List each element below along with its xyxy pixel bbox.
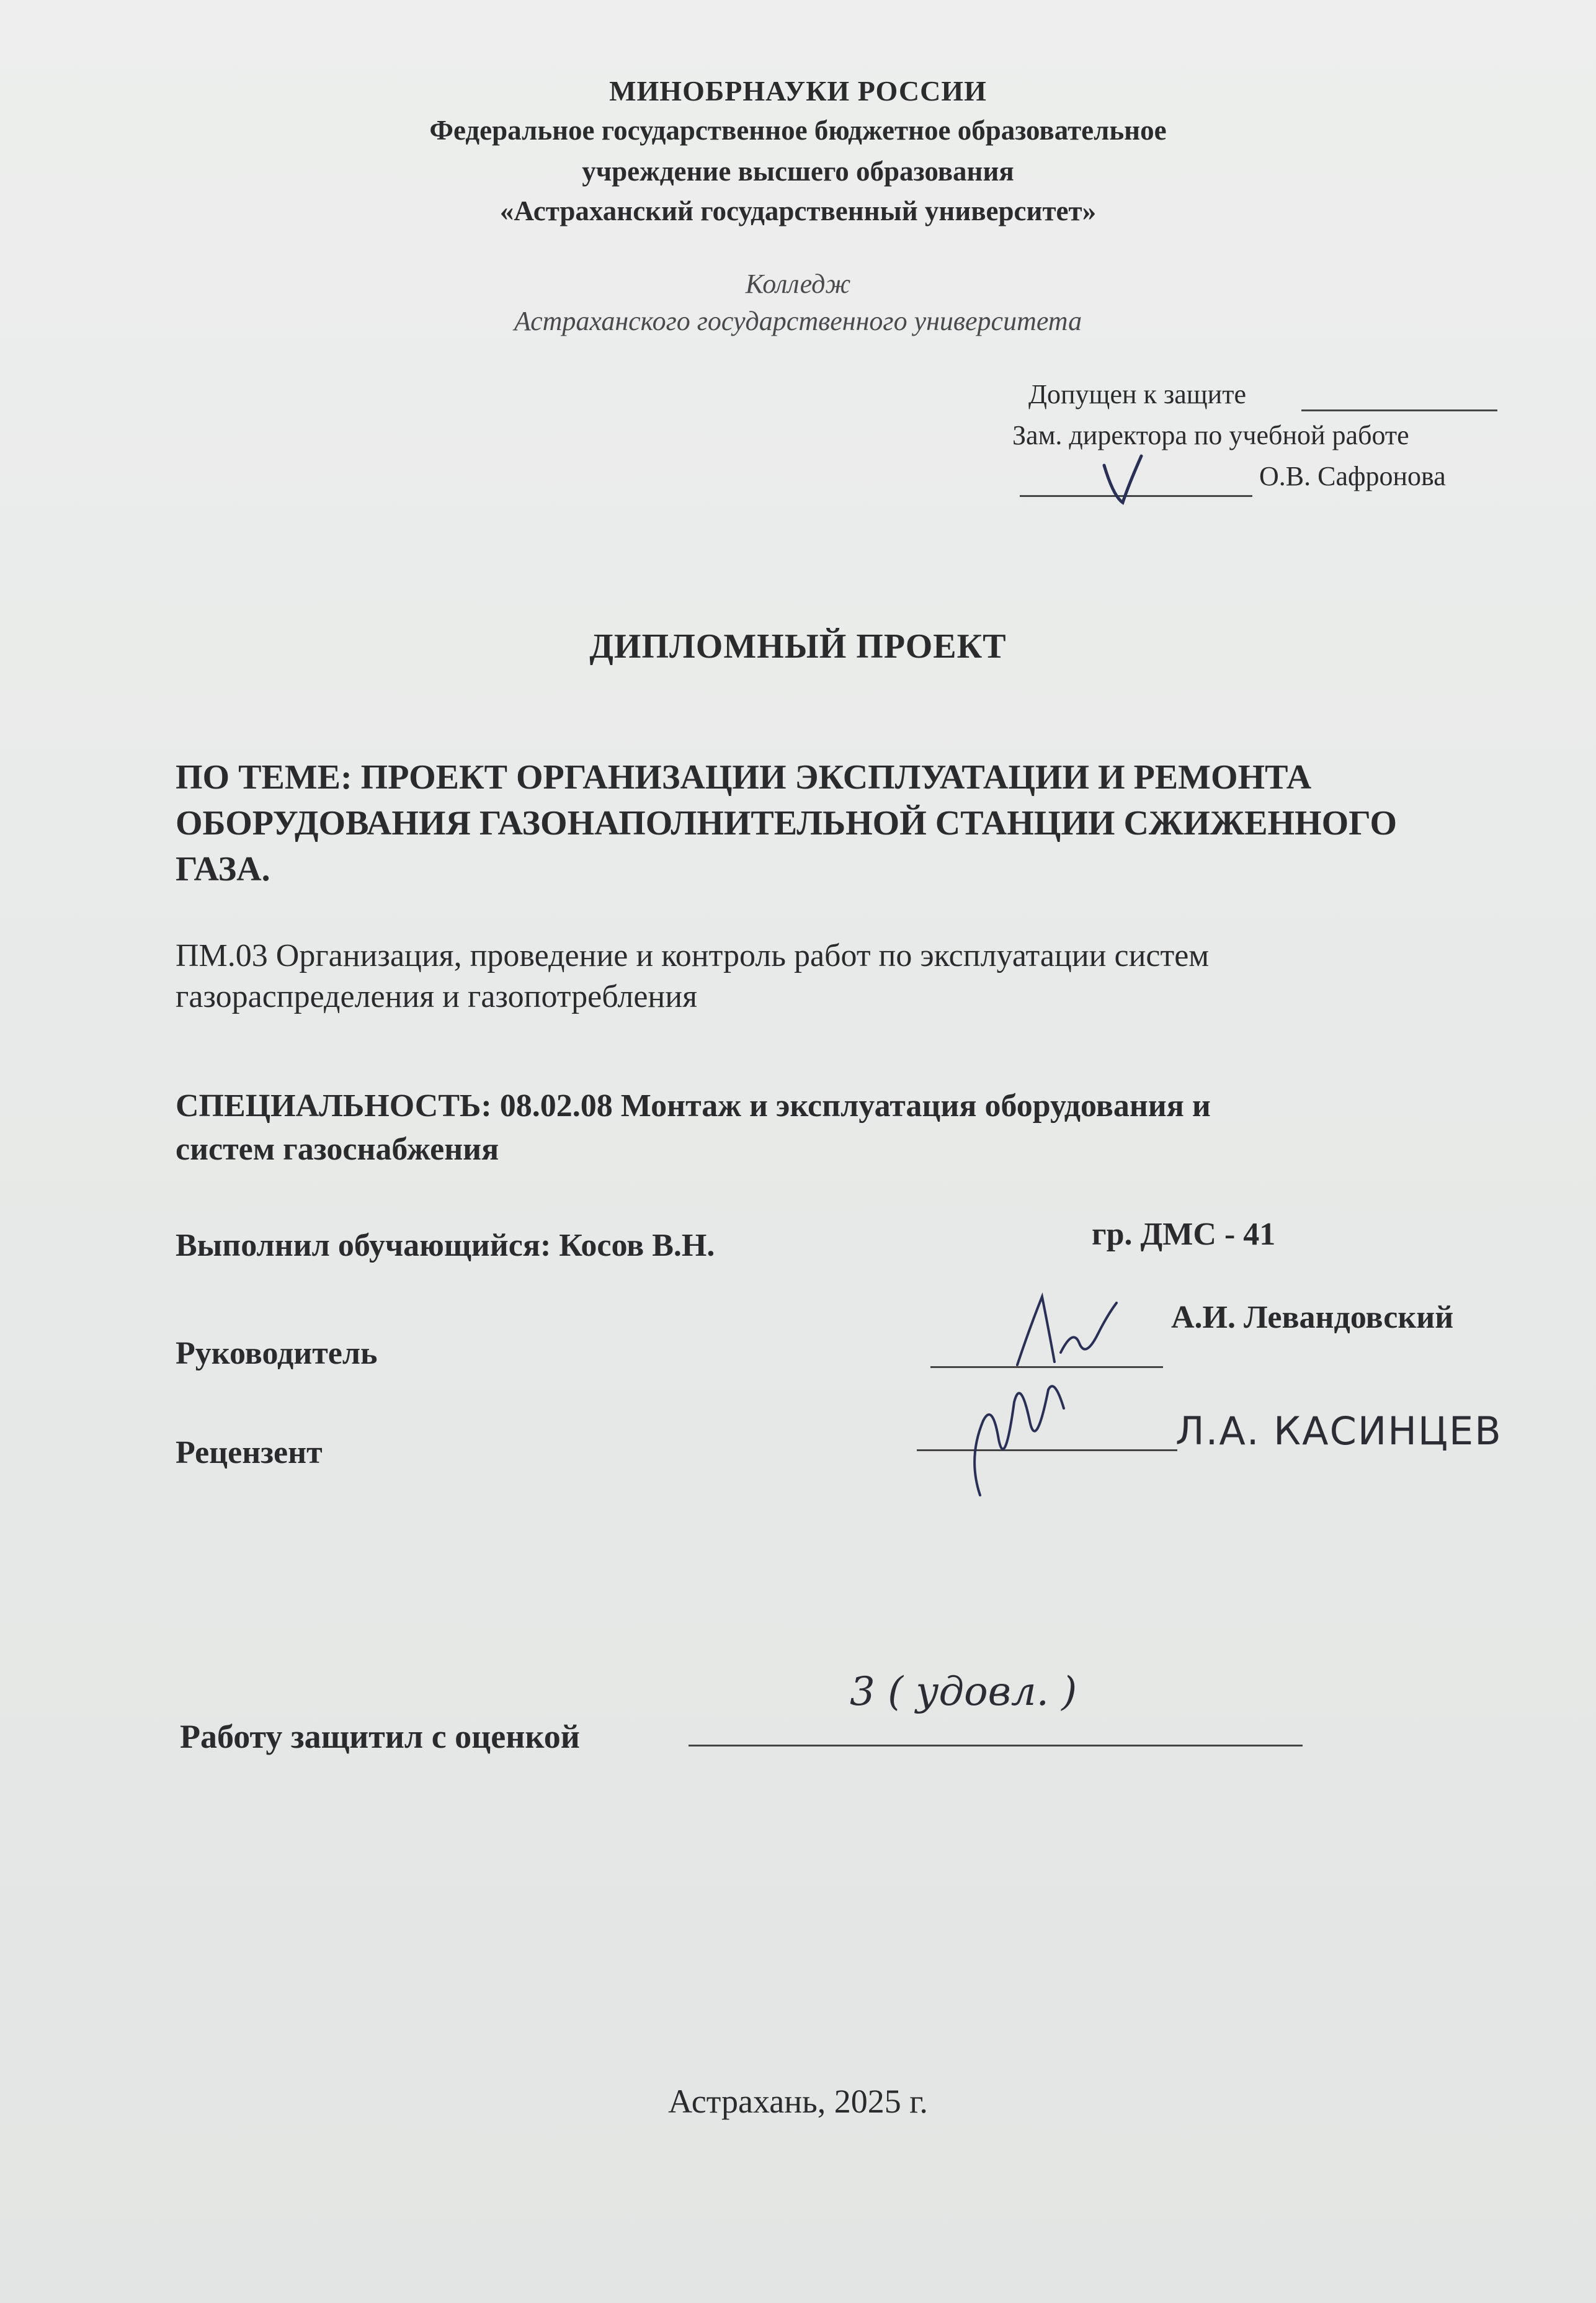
specialty <box>176 1084 1509 1171</box>
defense-grade-line <box>689 1745 1303 1746</box>
college-line-2: Астраханского государственного университета <box>514 306 1082 336</box>
supervisor-name: А.И. Левандовский <box>1171 1300 1454 1335</box>
professional-module-line-2: газораспределения и газопотребления <box>176 979 697 1014</box>
document-type-heading: ДИПЛОМНЫЙ ПРОЕКТ <box>589 627 1007 666</box>
reviewer-signature <box>955 1365 1079 1508</box>
deputy-director-signature <box>1098 453 1154 509</box>
city-year: Астрахань, 2025 г. <box>668 2083 928 2120</box>
college-line-1: Колледж <box>745 269 851 299</box>
performer-label: Выполнил обучающийся: Косов В.Н. <box>176 1228 715 1263</box>
admitted-label: Допущен к защите <box>1028 379 1246 409</box>
student-group: гр. ДМС - 41 <box>1092 1217 1276 1252</box>
specialty-line-2: систем газоснабжения <box>176 1132 499 1167</box>
defense-grade-value: 3 ( удовл. ) <box>850 1669 1077 1715</box>
defense-grade-label: Работу защитил с оценкой <box>180 1718 580 1755</box>
project-topic: ПО ТЕМЕ: ПРОЕКТ ОРГАНИЗАЦИИ ЭКСПЛУАТАЦИИ И РЕМОНТА ОБОРУДОВАНИЯ ГАЗОНАПОЛНИТЕЛЬНОЙ СТАНЦИИ СЖИЖЕННОГО ГАЗА. <box>176 758 1398 888</box>
supervisor-label: Руководитель <box>176 1336 378 1371</box>
reviewer-label: Рецензент <box>176 1435 323 1470</box>
professional-module <box>176 936 1503 1017</box>
institution-line-3: «Астраханский государственный университет» <box>499 195 1097 226</box>
reviewer-name: Л.А. КАСИНЦЕВ <box>1175 1408 1502 1454</box>
specialty-line-1: СПЕЦИАЛЬНОСТЬ: 08.02.08 Монтаж и эксплуатация оборудования и <box>176 1088 1211 1124</box>
deputy-director-name: О.В. Сафронова <box>1259 461 1446 491</box>
institution-line-2: учреждение высшего образования <box>582 156 1014 187</box>
ministry-heading: МИНОБРНАУКИ РОССИИ <box>609 75 987 107</box>
supervisor-signature <box>1005 1290 1141 1377</box>
admitted-signature-line <box>1301 409 1497 411</box>
institution-line-1: Федеральное государственное бюджетное образовательное <box>429 115 1167 146</box>
professional-module-line-1: ПМ.03 Организация, проведение и контроль работ по эксплуатации систем <box>176 938 1210 973</box>
deputy-director-position: Зам. директора по учебной работе <box>1012 420 1409 450</box>
